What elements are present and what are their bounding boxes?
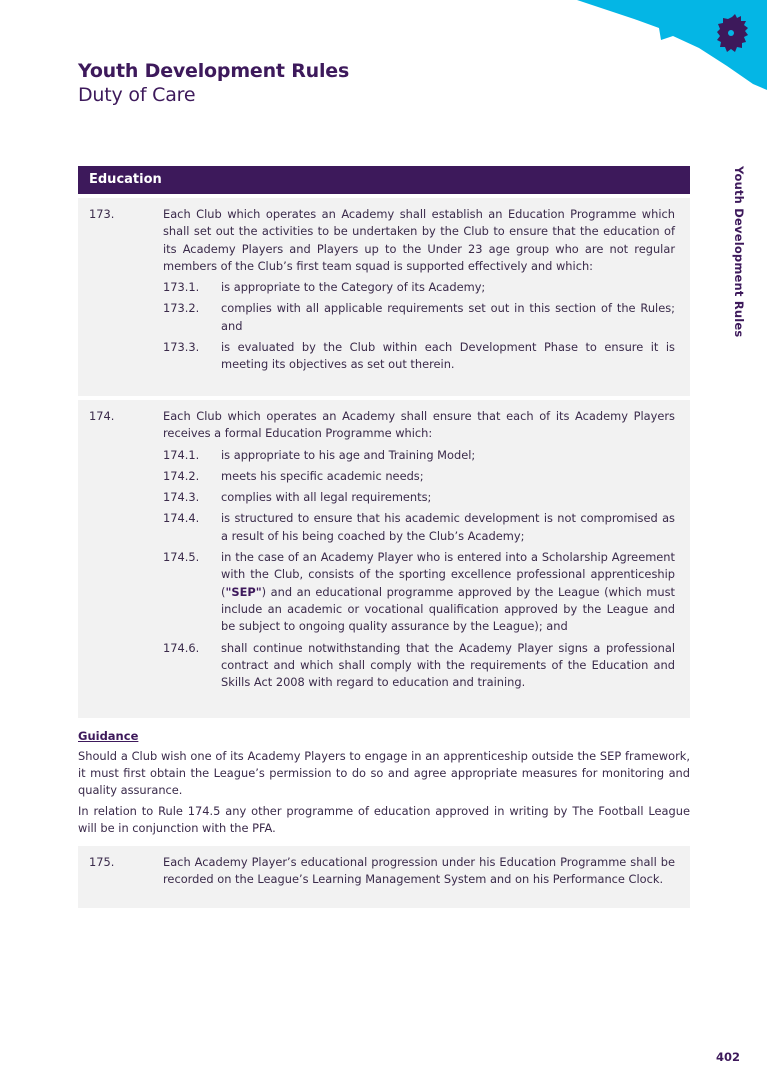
sub-rule-number: 174.1. [163, 447, 200, 462]
sub-rule-text: is structured to ensure that his academic development is not compromised as a result of his being coached by the Club’s Academy; [221, 511, 675, 543]
sub-rule [163, 339, 675, 374]
premier-league-lion-logo [715, 14, 749, 54]
sub-rule [163, 640, 675, 692]
defined-term-sep: "SEP" [225, 584, 262, 599]
page-subtitle: Duty of Care [78, 84, 196, 106]
section-heading: Education [78, 166, 690, 194]
guidance-paragraph: Should a Club wish one of its Academy Players to engage in an apprenticeship outside the SEP framework, it must first obtain the League’s permission to do so and agree appropriate measures for monitoring and quality assurance. [78, 749, 690, 797]
sub-rule-text: complies with all legal requirements; [221, 490, 432, 505]
sub-rule [163, 489, 675, 506]
guidance-heading: Guidance [78, 729, 139, 743]
sub-rule-number: 174.2. [163, 468, 200, 483]
sub-rule-text: is appropriate to his age and Training Model; [221, 447, 476, 462]
side-section-tab[interactable]: Youth Development Rules [732, 166, 746, 338]
sub-rule-text: complies with all applicable requirements set out in this section of the Rules; and [221, 301, 675, 333]
sub-rule-number: 173.1. [163, 280, 200, 295]
page-number: 402 [716, 1050, 741, 1064]
sub-rule-number: 174.3. [163, 490, 200, 505]
sub-rule-text: meets his specific academic needs; [221, 468, 424, 483]
rule-number: 174. [89, 409, 115, 423]
sub-rule-number: 173.3. [163, 340, 200, 355]
rule-block-175 [78, 846, 690, 908]
sub-rule-text: is evaluated by the Club within each Development Phase to ensure it is meeting its objectives as set out therein. [221, 340, 675, 372]
sub-rule [163, 300, 675, 335]
sub-rule [163, 447, 675, 464]
sub-rule-text: is appropriate to the Category of its Academy; [221, 280, 486, 295]
rule-text: Each Club which operates an Academy shall establish an Education Programme which shall set out the activities to be undertaken by the Club to ensure that the education of its Academy Players and Players up to the Under 23 age group who are not regular members of the Club’s first team squad is supported effectively and which: [163, 207, 675, 273]
sub-rule-text: shall continue notwithstanding that the Academy Player signs a professional contract and which shall comply with the requirements of the Education and Skills Act 2008 with regard to education and training. [221, 640, 675, 690]
sub-rule-number: 174.4. [163, 511, 200, 526]
sub-rule-text-end: ) and an educational programme approved by the League (which must include an academic or vocational qualification approved by the League and be subject to ongoing quality assurance by the League); and [221, 584, 675, 634]
rule-number: 175. [89, 855, 115, 869]
rule-text: Each Academy Player’s educational progression under his Education Programme shall be recorded on the League’s Learning Management System and on his Performance Clock. [163, 855, 675, 887]
sub-rule [163, 279, 675, 296]
sub-rule [163, 549, 675, 635]
sub-rule-text-start: in the case of an Academy Player who is entered into a Scholarship Agreement with the Club, consists of the sporting excellence professional apprenticeship ( [221, 550, 675, 599]
page-title: Youth Development Rules [78, 60, 350, 82]
sub-rule [163, 468, 675, 485]
rule-block-174 [78, 400, 690, 718]
rule-text: Each Club which operates an Academy shall ensure that each of its Academy Players receives a formal Education Programme which: [163, 409, 675, 441]
sub-rule-number: 174.6. [163, 640, 200, 655]
rule-block-173 [78, 198, 690, 396]
sub-rule-text [221, 549, 675, 635]
sub-rule-number: 173.2. [163, 301, 200, 316]
rule-number: 173. [89, 207, 115, 221]
sub-rule-number: 174.5. [163, 550, 200, 565]
guidance-paragraph: In relation to Rule 174.5 any other programme of education approved in writing by The Football League will be in conjunction with the PFA. [78, 804, 690, 835]
sub-rule [163, 510, 675, 545]
